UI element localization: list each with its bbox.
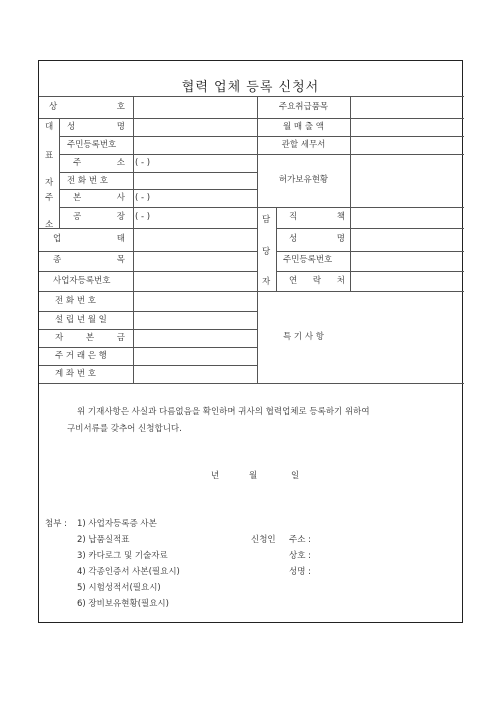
side-label-addr-2: 소 — [45, 220, 54, 230]
col-line — [59, 118, 60, 228]
application-form — [38, 60, 463, 623]
applicant-company: 상호 : — [289, 551, 311, 561]
side-label-mgr-3: 자 — [262, 277, 271, 287]
applicant-address: 주소 : — [289, 535, 311, 545]
applicant-name: 성명 : — [289, 567, 311, 577]
row-line — [276, 228, 464, 229]
side-label-mgr-1: 담 — [262, 215, 271, 225]
attachment-item: 5) 시험성적서(필요시) — [77, 583, 161, 593]
label-established: 설 립 년 월 일 — [55, 315, 107, 325]
side-label-rep-2: 표 — [45, 151, 54, 161]
label-mgr-position: 직 책 — [289, 212, 345, 222]
label-main-items: 주요취급품목 — [278, 102, 329, 112]
row-line — [276, 271, 464, 272]
label-mgr-resident-no: 주민등록번호 — [283, 255, 333, 265]
side-label-rep-3: 자 — [45, 178, 54, 188]
declaration-line-1: 위 기재사항은 사실과 다름없음을 확인하며 귀사의 협력업체로 등록하기 위하여 — [77, 407, 370, 417]
label-mgr-contact: 연 락 처 — [289, 276, 345, 286]
label-tax-office: 관할 세무서 — [281, 140, 326, 150]
table-border-top — [39, 96, 464, 97]
side-label-addr-1: 주 — [45, 193, 54, 203]
row-line — [257, 207, 464, 208]
declaration-text — [67, 404, 447, 438]
label-main-bank: 주 거 래 은 행 — [55, 351, 107, 361]
attachment-item: 1) 사업자등록증 사본 — [77, 519, 157, 529]
side-label-rep-1: 대 — [45, 122, 54, 132]
label-license: 허가보유현황 — [278, 175, 329, 185]
row-line — [257, 154, 464, 155]
value-factory[interactable]: ( - ) — [135, 212, 151, 222]
value-rep-address[interactable]: ( - ) — [135, 158, 151, 168]
label-remarks: 특 기 사 항 — [283, 332, 324, 342]
side-label-mgr-2: 당 — [262, 247, 271, 257]
date-month: 월 — [249, 471, 258, 481]
label-business-reg-no: 사업자등록번호 — [53, 276, 111, 286]
label-rep-name: 성 명 — [67, 122, 125, 132]
col-line — [133, 96, 134, 383]
label-rep-phone: 전 화 번 호 — [67, 176, 108, 186]
label-business-item: 종 목 — [53, 255, 125, 265]
label-head-office: 본 사 — [73, 193, 125, 203]
label-rep-address: 주 소 — [73, 158, 125, 168]
row-line — [39, 228, 257, 229]
label-account-no: 계 좌 번 호 — [55, 369, 96, 379]
label-phone: 전 화 번 호 — [55, 296, 96, 306]
label-capital: 자 본 금 — [55, 333, 125, 343]
row-line — [59, 207, 257, 208]
date-year: 년 — [211, 471, 220, 481]
label-business-type: 업 태 — [53, 234, 125, 244]
label-resident-no: 주민등록번호 — [67, 140, 117, 150]
attachment-item: 4) 각종인증서 사본(필요시) — [77, 567, 180, 577]
applicant-label: 신청인 — [251, 535, 276, 545]
col-line — [276, 207, 277, 291]
table-border-bottom — [39, 383, 464, 384]
form-title: 협력 업체 등록 신청서 — [181, 80, 320, 95]
attachments-label: 첨부 : — [45, 519, 67, 529]
label-monthly-sales: 월 매 출 액 — [283, 122, 324, 132]
attachment-item: 3) 카다로그 및 기술자료 — [77, 551, 168, 561]
date-day: 일 — [291, 471, 300, 481]
attachment-item: 2) 납품실적표 — [77, 535, 130, 545]
value-head-office[interactable]: ( - ) — [135, 193, 151, 203]
col-line — [350, 96, 351, 291]
label-factory: 공 장 — [73, 212, 125, 222]
attachment-item: 6) 장비보유현황(필요시) — [77, 599, 169, 609]
label-company-name: 상 호 — [49, 102, 125, 112]
declaration-line-2: 구비서류를 갖추어 신청합니다. — [67, 424, 182, 434]
row-line — [39, 291, 464, 292]
label-mgr-name: 성 명 — [289, 234, 345, 244]
row-line — [39, 271, 257, 272]
